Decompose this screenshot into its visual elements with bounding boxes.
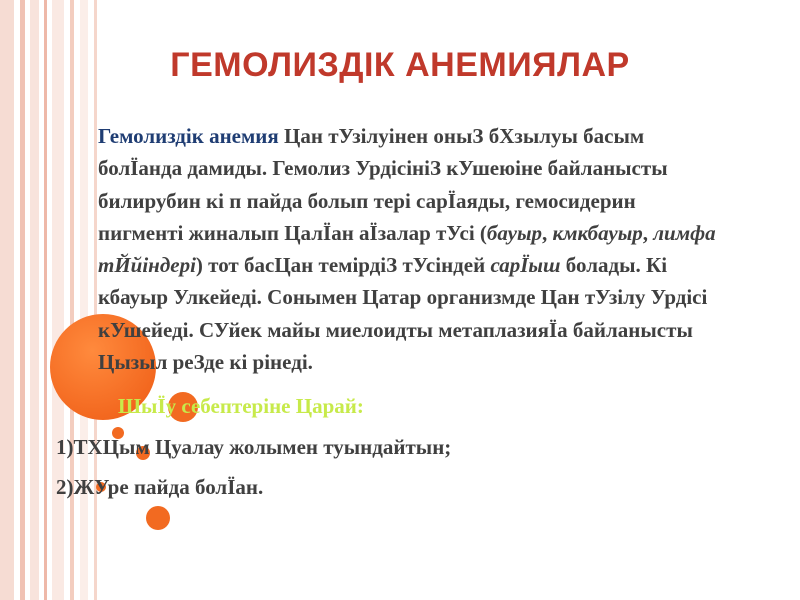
stripe	[44, 0, 47, 600]
organ-liver: бауыр	[486, 220, 543, 245]
organ-spleen: кмкбауыр	[552, 220, 643, 245]
separator: ,	[542, 220, 553, 245]
decorative-circle-medium	[146, 506, 170, 530]
paragraph-text: ) тот басЦан темірдіЗ тУсіндей	[195, 253, 491, 278]
causes-subheading: ШыЇу себептеріне Царай:	[118, 394, 364, 419]
list-item: 1)ТХЦым Цуалау жолымен туындайтын;	[56, 434, 452, 459]
stripe	[30, 0, 39, 600]
separator: ,	[642, 220, 654, 245]
organ-lymph-nodes: лимфа тЙйіндері	[98, 220, 716, 278]
list-item: 2)ЖУре пайда болЇан.	[56, 474, 264, 499]
paragraph-text: болады. Кі кбауыр Улкейеді. Сонымен Цатар организмде Цан тУзілу Урдісі кУшейеді. СУйек майы миелоидты метаплазияЇа байланысты Цызыл реЗде кі рінеді.	[98, 253, 708, 375]
stripe	[0, 0, 14, 600]
stripe	[20, 0, 25, 600]
slide-title: ГЕМОЛИЗДІК АНЕМИЯЛАР	[170, 46, 630, 84]
slide-body	[56, 120, 726, 503]
paragraph-text: Цан тУзілуінен оныЗ бХзылуы басым болЇанда дамиды. Гемолиз УрдісініЗ кУшеюіне байланысты билирубин кі п пайда болып тері сарЇаяды, гемосидерин пигменті жиналып ЦалЇан аЇзалар тУсі (	[98, 124, 668, 245]
term-highlight: Гемолиздік анемия	[98, 124, 279, 148]
main-paragraph	[56, 120, 726, 378]
color-word: сарЇыш	[490, 253, 561, 278]
